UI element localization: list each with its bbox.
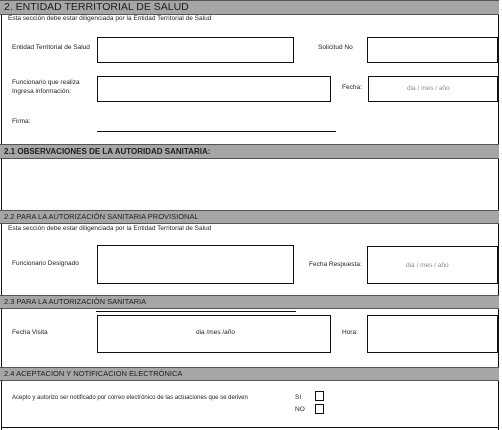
section-2-title: 2. ENTIDAD TERRITORIAL DE SALUD [4, 1, 189, 13]
section-2-4-header [0, 367, 499, 381]
hora-label: Hora: [342, 329, 358, 336]
firma-label: Firma: [12, 118, 31, 125]
section-2-1-title: 2.1 OBSERVACIONES DE LA AUTORIDAD SANITARIA: [4, 147, 211, 156]
fecha-respuesta-label: Fecha Respuesta: [309, 261, 362, 268]
no-label: NO [295, 406, 305, 413]
fecha-placeholder: dia / mes / año [407, 85, 450, 92]
section-2-3-underline [96, 311, 296, 312]
consent-text: Acepto y autorizo ser notificado por correo electrónico de las actuaciones que se deriven [12, 395, 248, 401]
section-2-note: Esta sección debe estar diligenciada por la Entidad Territorial de Salud [8, 15, 212, 22]
fecha-respuesta-placeholder: dia / mes / año [406, 262, 449, 269]
section-2-3-title: 2.3 PARA LA AUTORIZACIÓN SANITARIA [4, 297, 147, 306]
section-2-3-header [0, 295, 499, 309]
funcionario-label-line2: Ingresa información: [12, 88, 71, 95]
section-2-2-title: 2.2 PARA LA AUTORIZACIÓN SANITARIA PROVISIONAL [4, 212, 199, 221]
si-label: SI [295, 394, 302, 401]
funcionario-designado-label: Funcionario Designado [12, 260, 79, 267]
firma-line[interactable] [97, 131, 336, 132]
form-bottom-line [1, 427, 499, 428]
funcionario-designado-field[interactable] [97, 245, 294, 284]
no-checkbox[interactable] [315, 404, 324, 414]
entidad-field[interactable] [97, 37, 294, 63]
fecha-visita-label: Fecha Visita [12, 329, 48, 336]
solicitud-field[interactable] [367, 37, 498, 63]
fecha-respuesta-field[interactable] [367, 246, 498, 284]
fecha-label: Fecha: [342, 84, 362, 91]
fecha-field[interactable] [368, 76, 498, 102]
section-2-2-header [0, 210, 499, 224]
section-2-4-title: 2.4 ACEPTACION Y NOTIFICACION ELECTRÓNICA [4, 369, 183, 378]
fecha-visita-value: dia /mes /año [196, 329, 236, 336]
si-checkbox[interactable] [315, 391, 324, 401]
solicitud-label: Solicitud No [318, 44, 353, 51]
hora-field[interactable] [367, 315, 498, 353]
section-2-2-note: Esta sección debe estar diligenciada por la Entidad Territorial de Salud [8, 225, 212, 232]
entidad-label: Entidad Territorial de Salud [12, 44, 90, 51]
funcionario-field[interactable] [97, 76, 331, 102]
section-2-1-header [0, 144, 499, 159]
funcionario-label-line1: Funcionario que realiza [12, 79, 80, 86]
section-2-header [0, 0, 499, 15]
fecha-visita-field[interactable] [97, 315, 331, 353]
observaciones-area[interactable] [2, 159, 498, 209]
